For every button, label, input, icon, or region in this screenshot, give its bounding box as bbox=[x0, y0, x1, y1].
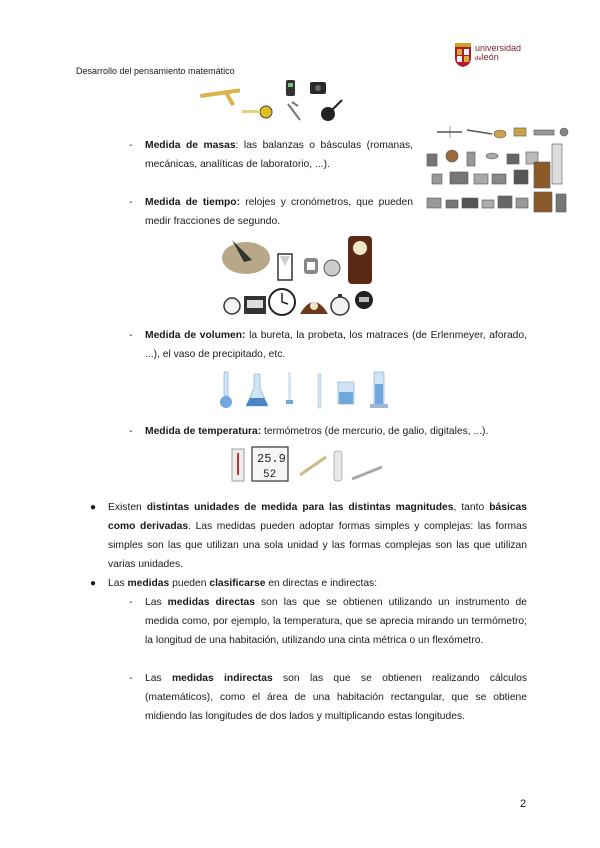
pendulum-clock-icon bbox=[348, 236, 372, 284]
digital-stopwatch-icon bbox=[355, 291, 373, 309]
balances-image bbox=[422, 122, 572, 217]
laser-meter-icon bbox=[310, 82, 326, 94]
text-run: Las bbox=[145, 597, 168, 608]
list-dash: - bbox=[129, 197, 133, 208]
wheel-meter-icon bbox=[321, 100, 342, 121]
mantel-clock-icon bbox=[300, 302, 328, 314]
ear-thermometer-icon bbox=[334, 451, 342, 481]
hourglass-icon bbox=[278, 254, 292, 280]
coat-of-arms-icon bbox=[453, 40, 473, 68]
wall-clock-icon bbox=[269, 289, 295, 315]
list-dash: - bbox=[129, 426, 133, 437]
clocks-image bbox=[222, 234, 382, 320]
logo-text-line2: león bbox=[481, 52, 499, 62]
graduated-cylinder-icon bbox=[370, 372, 388, 408]
text-run: pueden bbox=[169, 578, 210, 589]
bullet-paragraph-unidades bbox=[108, 498, 527, 574]
text-run: , tanto bbox=[453, 502, 490, 513]
erlenmeyer-flask-icon bbox=[246, 374, 268, 406]
bold-run: distintas unidades de medida para las distintas magnitudes bbox=[146, 502, 454, 513]
university-logo bbox=[453, 40, 533, 72]
section-masas-text: : las balanzas o básculas (romanas, mecánicas, analíticas de laboratorio, ...). bbox=[145, 140, 413, 170]
wristwatch-icon bbox=[304, 258, 318, 274]
volumetric-flask-icon bbox=[220, 372, 232, 408]
length-instruments-image bbox=[198, 78, 348, 126]
bullet-paragraph-clasificacion bbox=[108, 574, 527, 593]
section-tiempo bbox=[145, 193, 413, 231]
sub-paragraph-medidas-indirectas bbox=[145, 669, 527, 726]
display-humidity: 52 bbox=[263, 469, 277, 481]
sub-paragraph-medidas-directas bbox=[145, 593, 527, 650]
bold-run: clasificarse bbox=[209, 578, 266, 589]
folding-rule-icon bbox=[200, 88, 240, 106]
sundial-icon bbox=[222, 240, 270, 274]
section-volumen-label: Medida de volumen: bbox=[145, 330, 246, 341]
section-masas-label: Medida de masas bbox=[145, 140, 236, 151]
pocket-watch-icon bbox=[324, 260, 340, 276]
beaker-icon bbox=[338, 382, 354, 404]
burette-icon bbox=[318, 374, 321, 408]
clinical-thermometer-icon bbox=[300, 457, 326, 475]
text-run: . Las medidas pueden adoptar formas simples y complejas: las formas simples son las que utilizan una sola unidad y las formas complejas son las que utilizan varias unidades. bbox=[108, 521, 527, 570]
text-run: Las bbox=[108, 578, 128, 589]
page-number: 2 bbox=[520, 798, 527, 810]
bold-run: medidas indirectas bbox=[171, 673, 273, 684]
bullet: ● bbox=[90, 502, 97, 513]
section-tiempo-text: relojes y cronómetros, que pueden medir fracciones de segundo. bbox=[145, 197, 413, 227]
digital-stick-thermometer-icon bbox=[352, 467, 382, 479]
stopwatch-icon bbox=[331, 294, 349, 315]
text-run: Las bbox=[145, 673, 172, 684]
display-temperature: 25.9 bbox=[257, 452, 286, 466]
pipette-icon bbox=[286, 372, 293, 404]
bold-run: medidas directas bbox=[167, 597, 255, 608]
bold-run: medidas bbox=[127, 578, 170, 589]
alarm-clock-icon bbox=[224, 298, 240, 314]
caliper-icon bbox=[288, 102, 300, 120]
text-run: son las que se obtienen utilizando un instrumento de medida como, por ejemplo, la temperatura, que se aprecia mirando un termómetro; la longitud de una habitación, utilizando una cinta métrica o un flexómetro. bbox=[145, 597, 527, 646]
list-dash: - bbox=[129, 330, 133, 341]
digital-thermometer-display-icon bbox=[252, 447, 288, 481]
section-volumen-text: la bureta, la probeta, los matraces (de Erlenmeyer, aforado, ...), el vaso de precipitado, etc. bbox=[145, 330, 527, 360]
bold-run: básicas como derivadas bbox=[108, 502, 527, 532]
text-run: en directas e indirectas: bbox=[265, 578, 378, 589]
bullet: ● bbox=[90, 578, 97, 589]
text-run: son las que se obtienen realizando cálculos (matemáticos), como el área de una habitación rectangular, que se obtiene midiendo las longitudes de dos lados y multiplicando estas longitudes. bbox=[145, 673, 527, 722]
lab-glassware-image bbox=[218, 370, 394, 412]
digital-meter-icon bbox=[286, 80, 295, 96]
section-temperatura bbox=[145, 422, 527, 441]
section-masas bbox=[145, 136, 413, 174]
section-volumen bbox=[145, 326, 527, 364]
section-tiempo-label: Medida de tiempo: bbox=[145, 197, 241, 208]
logo-text-line1: universidad bbox=[475, 43, 522, 53]
section-temperatura-label: Medida de temperatura: bbox=[145, 426, 262, 437]
wall-thermometer-icon bbox=[232, 449, 244, 481]
tape-measure-icon bbox=[242, 106, 272, 118]
section-temperatura-text: termómetros (de mercurio, de galio, digitales, ...). bbox=[261, 426, 489, 437]
text-run: Existen bbox=[108, 502, 147, 513]
document-header-title: Desarrollo del pensamiento matemático bbox=[76, 66, 235, 76]
thermometers-image bbox=[230, 445, 390, 485]
list-dash: - bbox=[129, 597, 133, 608]
list-dash: - bbox=[129, 140, 133, 151]
logo-text-prefix: de bbox=[475, 56, 482, 62]
list-dash: - bbox=[129, 673, 133, 684]
digital-clock-icon bbox=[244, 296, 266, 314]
